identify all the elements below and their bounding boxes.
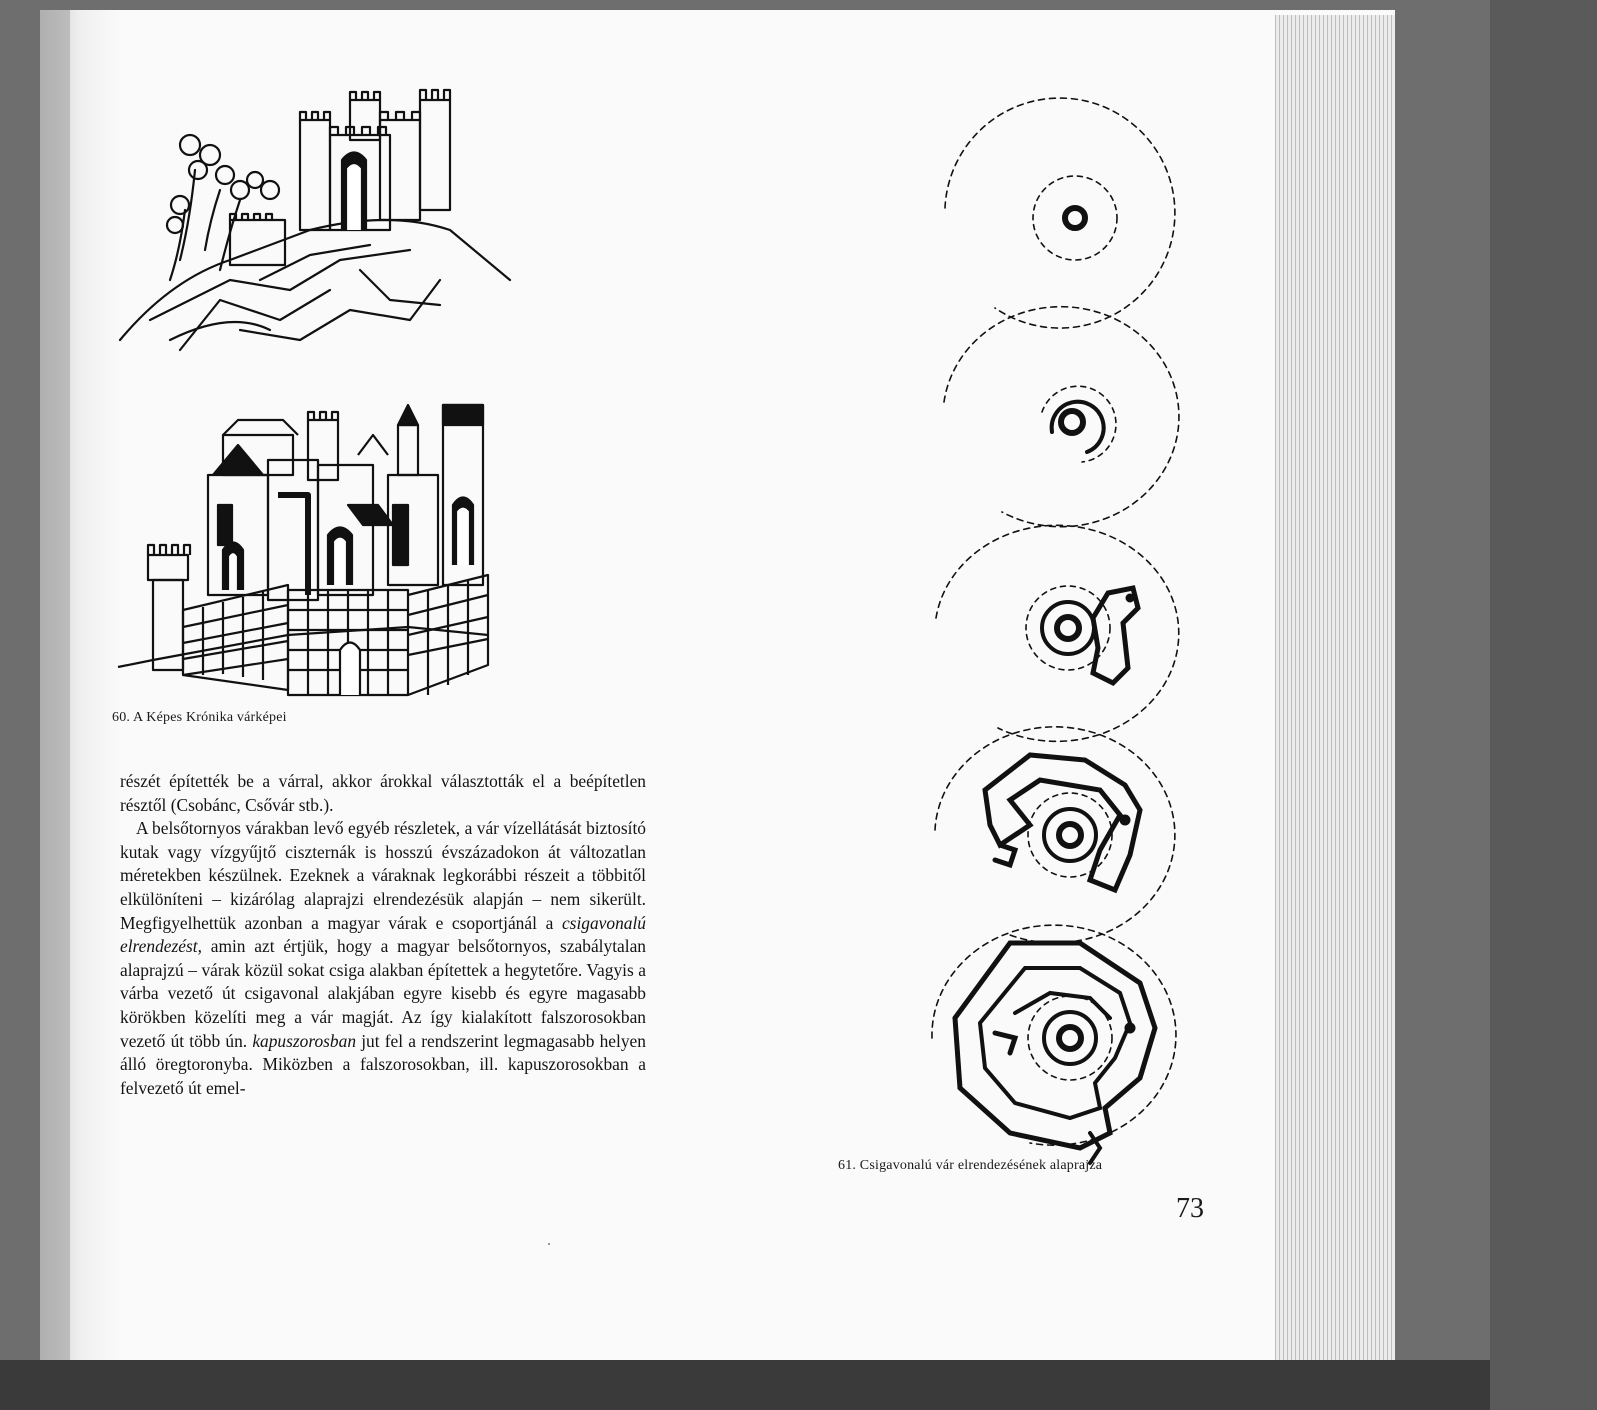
- plan-stage-4: [935, 727, 1175, 943]
- fortified-town-illustration: [118, 395, 498, 695]
- spiral-castle-plan-diagram: [920, 88, 1200, 1138]
- plan-stage-1: [945, 98, 1175, 328]
- emphasis-kapuszorosban: kapuszorosban: [252, 1030, 357, 1051]
- plan-stage-2: [944, 307, 1179, 527]
- scan-speck: [548, 1243, 550, 1245]
- castle-on-hill-illustration: [110, 80, 530, 360]
- scan-background-right: [1490, 0, 1597, 1410]
- plan-stage-5: [932, 925, 1176, 1163]
- spine-shadow: [40, 10, 70, 1360]
- body-text: [120, 770, 646, 1100]
- figure-60-caption: 60. A Képes Krónika várképei: [112, 710, 287, 725]
- figure-61-caption: 61. Csigavonalú vár elrendezésének alaprajza: [838, 1158, 1103, 1173]
- plan-stage-3: [936, 525, 1179, 741]
- emphasis-csigavonalu: csigavonalú elrendezést: [120, 912, 646, 957]
- paragraph-1: részét építették be a várral, akkor árokkal választották el a beépítetlen résztől (Csobánc, Csővár stb.).: [120, 771, 646, 815]
- paragraph-2: A belsőtornyos várakban levő egyéb részletek, a vár vízellátását biztosító kutak vagy vízgyűjtő ciszternák is hosszú évszázadokon át változatlan méretekben készülnek. Ezeknek a váraknak legkorábbi részeit a többitől elkülöníteni – kizárólag alaprajzi elrendezésük alapján – nem sikerült. Megfigyelhettük azonban a magyar várak e csoportjánál a csigavonalú elrendezést, amin azt értjük, hogy a magyar belsőtornyos, szabálytalan alaprajzú – várak közül sokat csiga alakban építettek a hegytetőre. Vagyis a várba vezető út csigavonal alakjában egyre kisebb és egyre magasabb körökben közelíti meg a vár magját. Az így kialakított falszorosokban vezető út több ún. kapuszorosban jut fel a rendszerint legmagasabb helyen álló öregtoronyba. Miközben a falszorosokban, ill. kapuszorosokban a felvezető út emel-: [120, 818, 646, 1098]
- page-number: 73: [1176, 1193, 1204, 1224]
- page-edges: [1275, 15, 1395, 1360]
- scan-background-bottom: [0, 1360, 1597, 1410]
